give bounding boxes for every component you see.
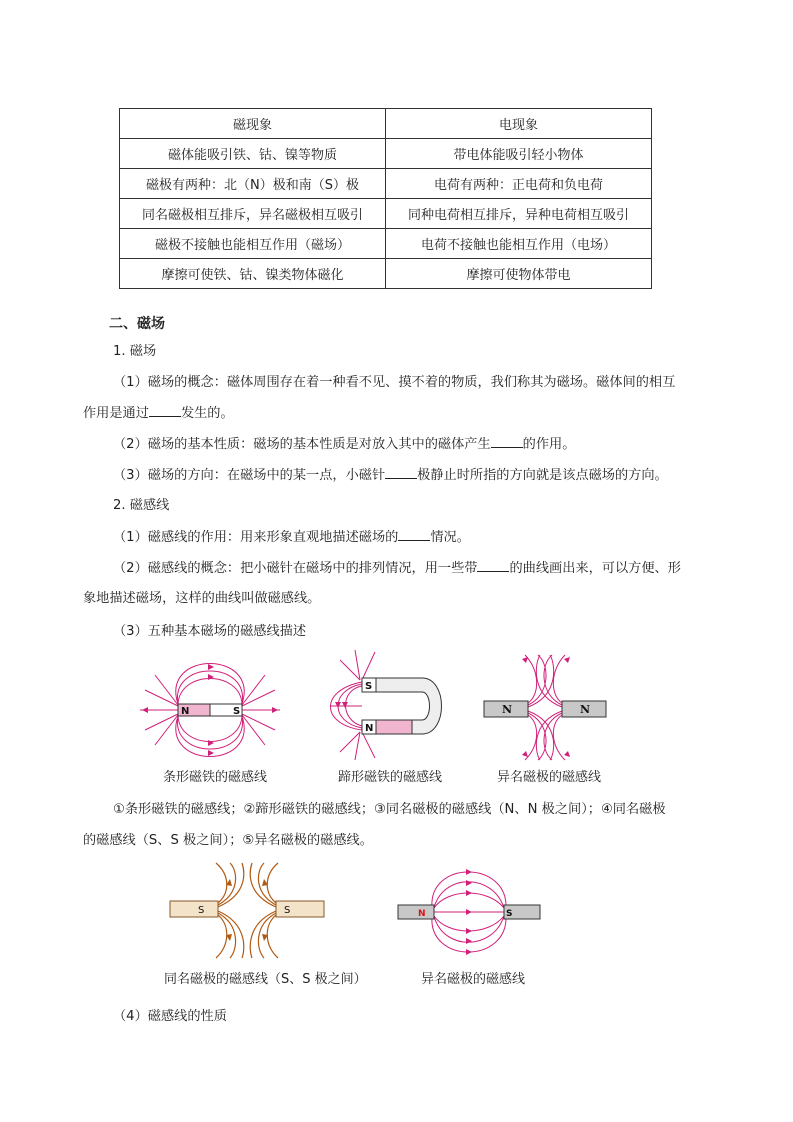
figure-caption: 条形磁铁的磁感线 bbox=[163, 770, 268, 785]
table-row bbox=[120, 259, 652, 289]
figure-caption: 异名磁极的磁感线 bbox=[497, 770, 602, 785]
s-pole-label: S bbox=[233, 706, 241, 717]
table-header: 电现象 bbox=[386, 109, 652, 139]
section-title: 二、磁场 bbox=[109, 316, 165, 332]
fill-blank[interactable] bbox=[149, 404, 181, 417]
s-pole-label: S bbox=[506, 909, 513, 919]
table-cell: 带电体能吸引轻小物体 bbox=[386, 139, 652, 169]
paragraph: （3）五种基本磁场的磁感线描述 bbox=[113, 624, 307, 639]
paragraph: （1）磁场的概念：磁体周围存在着一种看不见、摸不着的物质，我们称其为磁场。磁体间的相互 bbox=[113, 375, 676, 390]
paragraph: ①条形磁铁的磁感线；②蹄形磁铁的磁感线；③同名磁极的磁感线（N、N 极之间）；④同名磁极 bbox=[113, 802, 666, 817]
nn-poles-figure bbox=[480, 655, 610, 760]
table-cell: 磁极不接触也能相互作用（磁场） bbox=[120, 229, 386, 259]
ns-poles-figure bbox=[398, 868, 540, 956]
table-cell: 磁体能吸引铁、钴、镍等物质 bbox=[120, 139, 386, 169]
n-pole-label: N bbox=[418, 909, 426, 919]
fill-blank[interactable] bbox=[398, 528, 430, 541]
table-cell: 磁极有两种：北（N）极和南（S）极 bbox=[120, 169, 386, 199]
fill-blank[interactable] bbox=[385, 466, 417, 479]
paragraph: 象地描述磁场，这样的曲线叫做磁感线。 bbox=[83, 591, 321, 606]
s-pole-label: S bbox=[284, 905, 291, 916]
fill-blank[interactable] bbox=[491, 435, 523, 448]
figure-caption: 同名磁极的磁感线（S、S 极之间） bbox=[164, 972, 367, 987]
paragraph: （4）磁感线的性质 bbox=[113, 1009, 227, 1024]
paragraph: 的磁感线（S、S 极之间）；⑤异名磁极的磁感线。 bbox=[83, 833, 373, 848]
fill-blank[interactable] bbox=[477, 559, 509, 572]
s-pole-label: S bbox=[198, 905, 205, 916]
table-cell: 摩擦可使铁、钴、镍类物体磁化 bbox=[120, 259, 386, 289]
table-row bbox=[120, 169, 652, 199]
subsection-title: 2. 磁感线 bbox=[113, 498, 170, 513]
paragraph: （3）磁场的方向：在磁场中的某一点，小磁针 极静止时所指的方向就是该点磁场的方向。 bbox=[113, 468, 668, 483]
table-row bbox=[120, 139, 652, 169]
table-cell: 电荷不接触也能相互作用（电场） bbox=[386, 229, 652, 259]
figure-caption: 蹄形磁铁的磁感线 bbox=[338, 770, 443, 785]
table-header-row bbox=[120, 109, 652, 139]
table-row bbox=[120, 199, 652, 229]
comparison-table bbox=[119, 108, 652, 289]
n-pole-label: N bbox=[580, 703, 591, 716]
table-cell: 摩擦可使物体带电 bbox=[386, 259, 652, 289]
paragraph: （1）磁感线的作用：用来形象直观地描述磁场的 情况。 bbox=[113, 530, 470, 545]
table-cell: 电荷有两种：正电荷和负电荷 bbox=[386, 169, 652, 199]
n-pole-label: N bbox=[181, 706, 190, 717]
table-row bbox=[120, 229, 652, 259]
table-header: 磁现象 bbox=[120, 109, 386, 139]
bar-magnet-figure bbox=[140, 660, 280, 760]
table-cell: 同种电荷相互排斥，异种电荷相互吸引 bbox=[386, 199, 652, 229]
paragraph: 作用是通过 发生的。 bbox=[83, 406, 234, 421]
figure-caption: 异名磁极的磁感线 bbox=[421, 972, 526, 987]
s-pole-label: S bbox=[365, 681, 373, 692]
subsection-title: 1. 磁场 bbox=[113, 344, 157, 359]
table-cell: 同名磁极相互排斥，异名磁极相互吸引 bbox=[120, 199, 386, 229]
paragraph: （2）磁感线的概念：把小磁针在磁场中的排列情况，用一些带 的曲线画出来，可以方便、形 bbox=[113, 561, 681, 576]
paragraph: （2）磁场的基本性质：磁场的基本性质是对放入其中的磁体产生 的作用。 bbox=[113, 437, 576, 452]
ss-poles-figure bbox=[168, 863, 326, 958]
n-pole-label: N bbox=[502, 703, 513, 716]
horseshoe-magnet-figure bbox=[330, 650, 450, 760]
n-pole-label: N bbox=[365, 723, 374, 734]
